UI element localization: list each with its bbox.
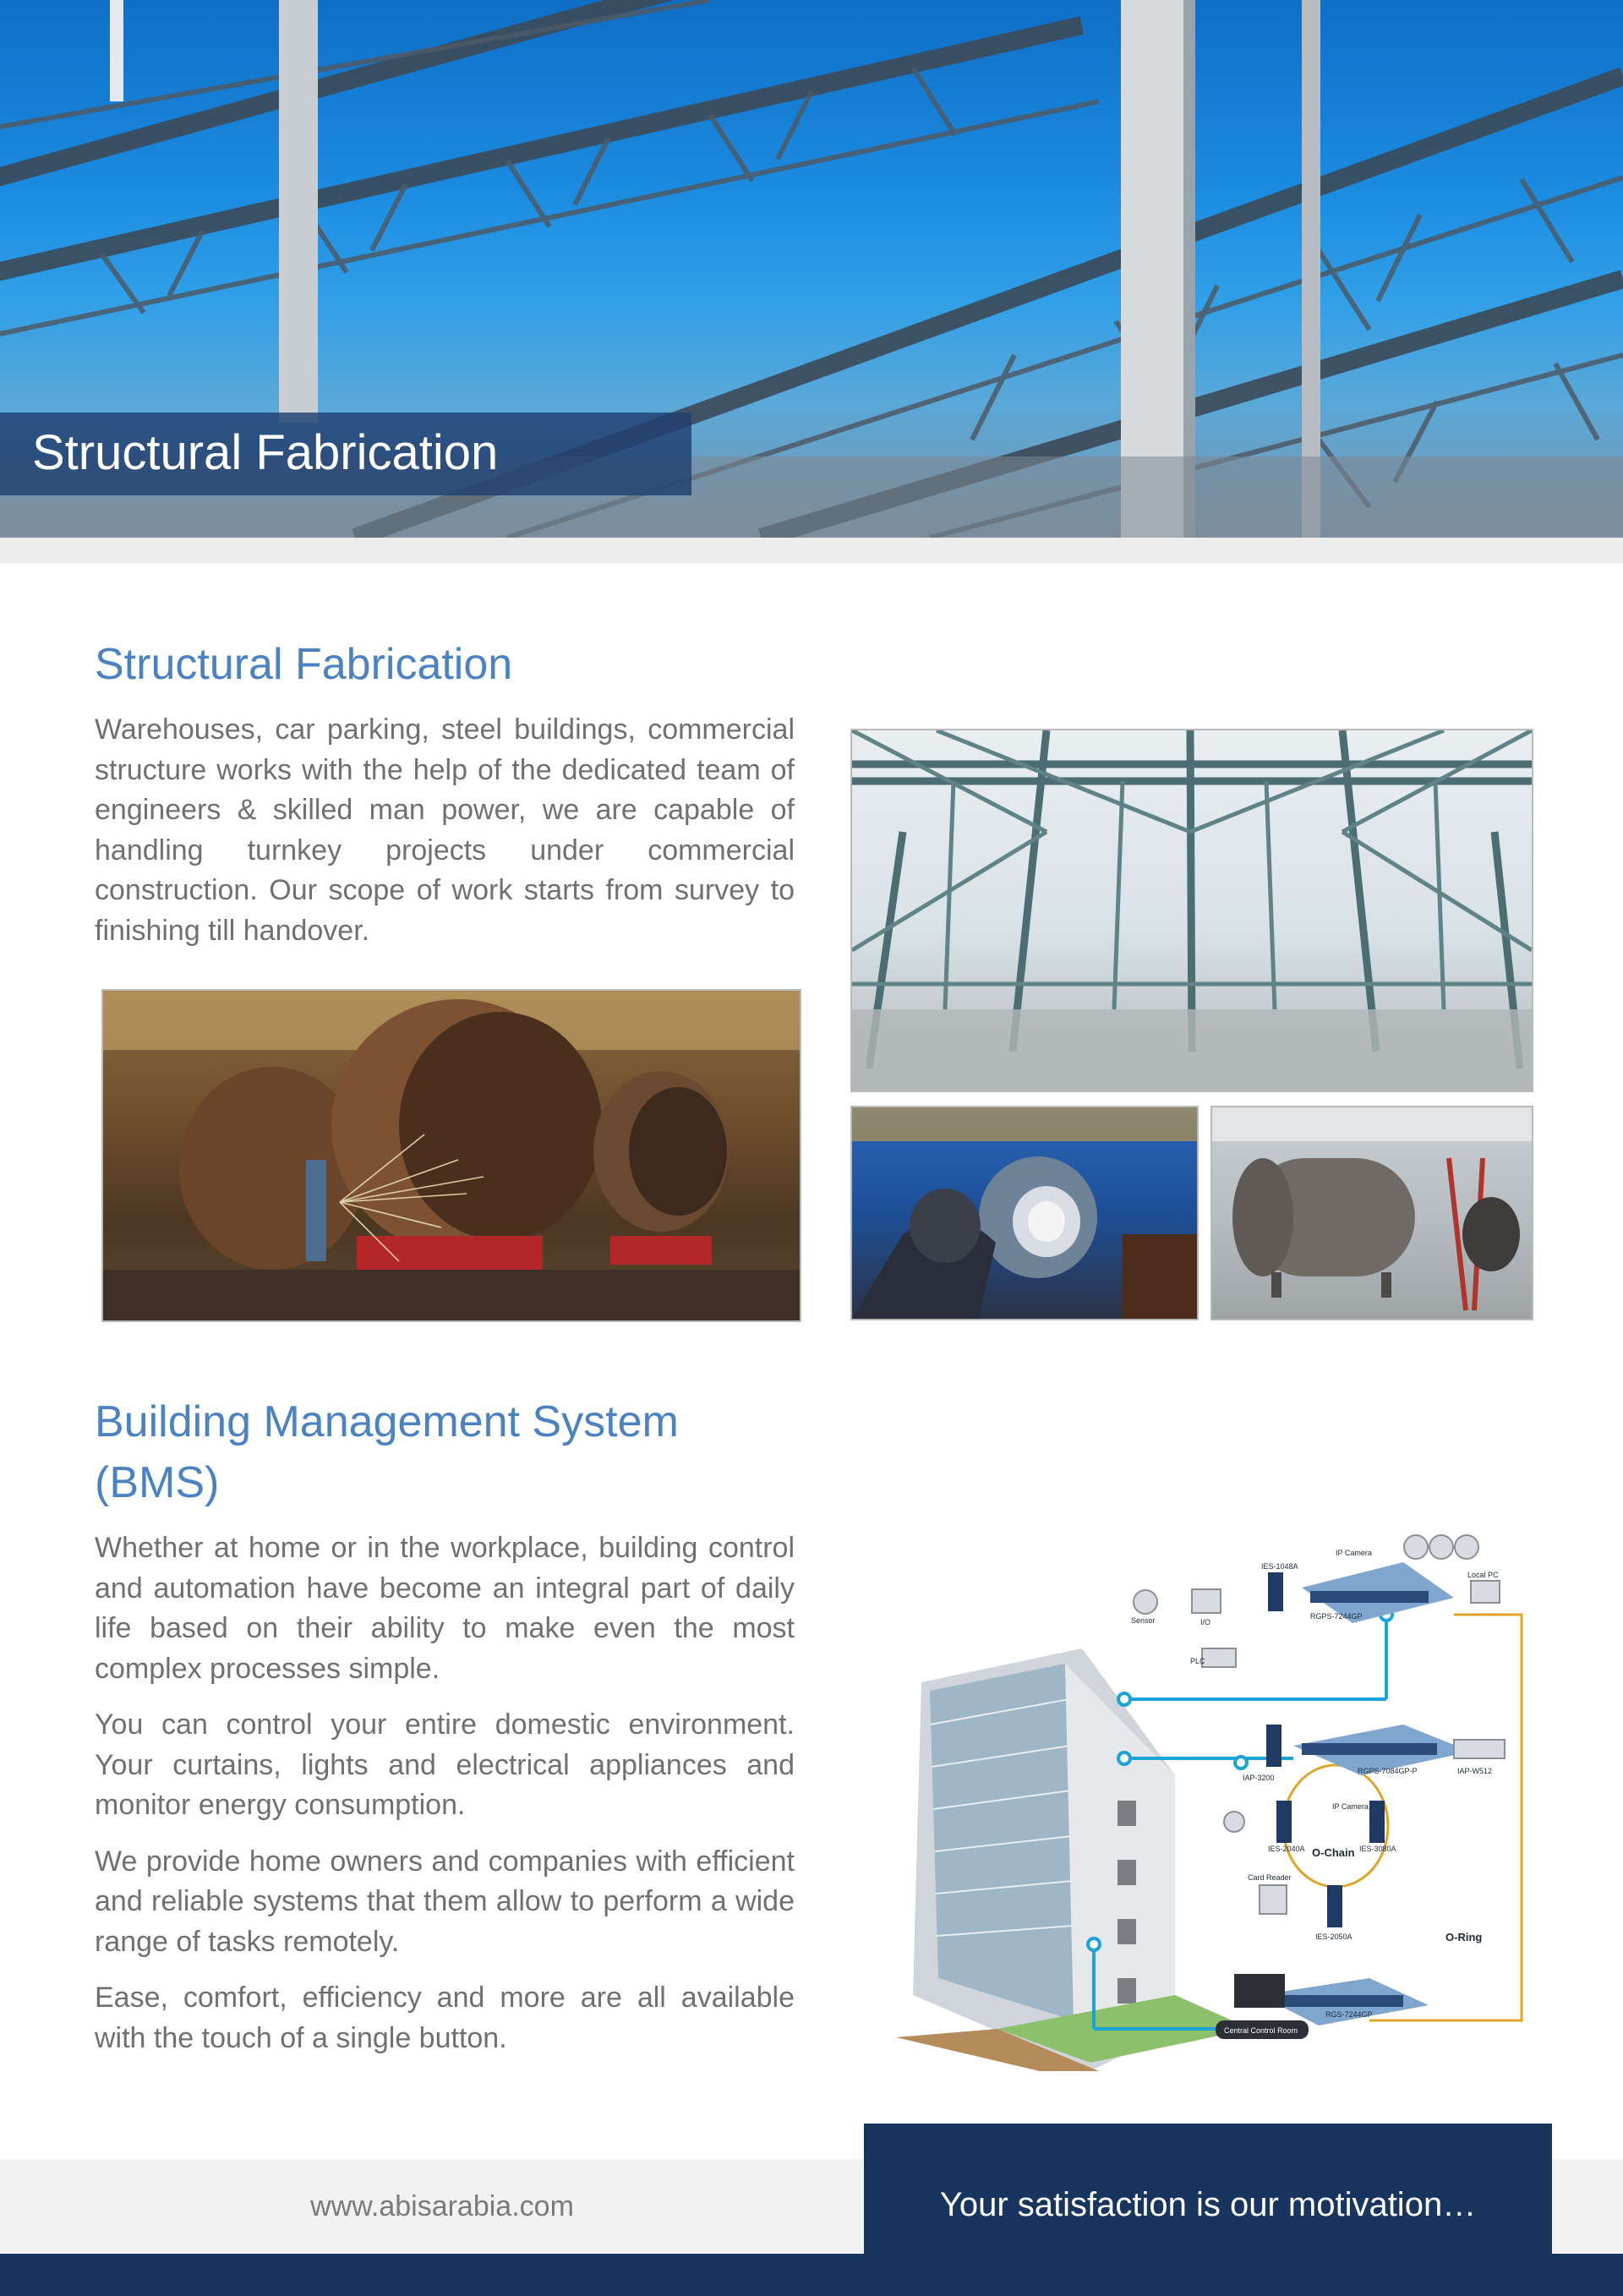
footer-tagline: Your satisfaction is our motivation… <box>939 2186 1477 2223</box>
diagram-label: IES-3080A <box>1359 1845 1396 1853</box>
diagram-label: IP Camera <box>1336 1549 1372 1557</box>
diagram-label: IP Camera <box>1332 1802 1369 1811</box>
diagram-label: I/O <box>1200 1618 1211 1626</box>
diagram-label: IAP-3200 <box>1243 1774 1275 1782</box>
diagram-label: Central Control Room <box>1224 2026 1298 2035</box>
diagram-label: RGPS-7084GP-P <box>1358 1767 1418 1775</box>
bms-paragraph: Ease, comfort, efficiency and more are all available with the touch of a single button. <box>95 1982 795 2054</box>
section-body-bms <box>95 1528 795 2058</box>
photo-steel-tank <box>1210 1106 1533 1320</box>
diagram-label: PLC <box>1190 1657 1205 1665</box>
bms-paragraph: Whether at home or in the workplace, building control and automation have become an integral part of daily life based on their ability to make even the most complex processes simple. <box>95 1532 795 1685</box>
section-heading-bms: Building Management System (BMS) <box>95 1397 679 1507</box>
diagram-label: IES-1048A <box>1261 1562 1298 1571</box>
diagram-label: Local PC <box>1467 1571 1499 1579</box>
photo-steel-frame-warehouse <box>850 729 1533 1092</box>
diagram-label: O-Chain <box>1312 1846 1355 1859</box>
bms-network-diagram <box>896 1522 1538 2071</box>
diagram-label: Sensor <box>1131 1616 1156 1625</box>
diagram-label: RGS-7244GP <box>1325 2010 1373 2019</box>
diagram-label: IES-2050A <box>1315 1932 1352 1941</box>
bms-paragraph: You can control your entire domestic environment. Your curtains, lights and electrical appliances and monitor energy consumption. <box>95 1708 795 1821</box>
photo-welder-flange <box>850 1106 1199 1320</box>
footer-base-strip <box>0 2254 1623 2296</box>
section-body-structural: Warehouses, car parking, steel buildings, commercial structure works with the help of the dedicated team of engineers & skilled man power, we are capable of handling turnkey projects under commercial construction. Our scope of work starts from survey to finishing till handover. <box>95 713 795 947</box>
diagram-label: RGPS-7244GP <box>1310 1612 1363 1621</box>
photo-pipe-fabrication-workshop <box>101 989 801 1322</box>
hero-divider <box>0 538 1623 563</box>
diagram-label: O-Ring <box>1445 1931 1483 1943</box>
bms-paragraph: We provide home owners and companies with efficient and reliable systems that them allow to perform a wide range of tasks remotely. <box>95 1845 795 1958</box>
diagram-label: IAP-W512 <box>1457 1767 1493 1775</box>
hero-title: Structural Fabrication <box>32 425 499 480</box>
diagram-label: Card Reader <box>1248 1873 1292 1882</box>
footer-website-link[interactable]: www.abisarabia.com <box>310 2190 574 2222</box>
diagram-label: IES-2040A <box>1268 1845 1305 1853</box>
section-heading-structural: Structural Fabrication <box>95 640 513 689</box>
